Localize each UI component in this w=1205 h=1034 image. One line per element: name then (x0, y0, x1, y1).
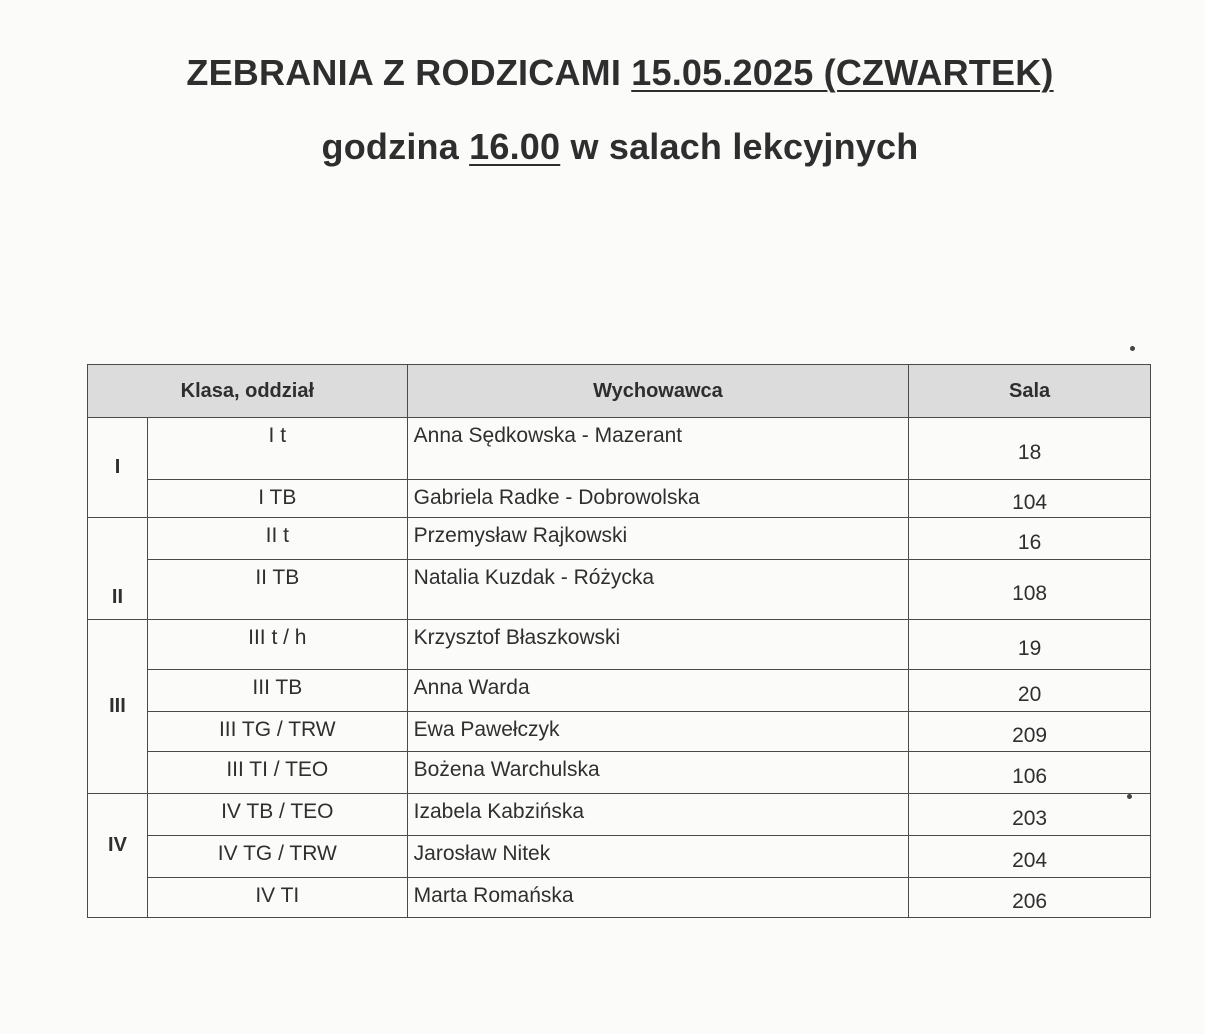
teacher-cell: Natalia Kuzdak - Różycka (407, 560, 909, 620)
meeting-time: 16.00 (469, 126, 561, 167)
class-cell: II t (147, 518, 407, 560)
table-row (88, 752, 1151, 794)
group-label: III (88, 620, 148, 794)
meeting-date: 15.05.2025 (CZWARTEK) (631, 52, 1054, 93)
room-cell: 16 (909, 518, 1151, 560)
table-row (88, 836, 1151, 878)
table-row (88, 518, 1151, 560)
teacher-cell: Krzysztof Błaszkowski (407, 620, 909, 670)
class-cell: IV TB / TEO (147, 794, 407, 836)
room-cell: 19 (909, 620, 1151, 670)
subtitle-suffix: w salach lekcyjnych (570, 126, 919, 167)
teacher-cell: Ewa Pawełczyk (407, 712, 909, 752)
header-room: Sala (909, 365, 1151, 418)
teacher-cell: Gabriela Radke - Dobrowolska (407, 480, 909, 518)
scan-speck (1130, 346, 1135, 351)
teacher-cell: Przemysław Rajkowski (407, 518, 909, 560)
page-subtitle (0, 126, 1205, 168)
table-row (88, 670, 1151, 712)
scan-speck (1127, 794, 1132, 799)
room-cell: 209 (909, 712, 1151, 752)
group-label: II (88, 518, 148, 620)
teacher-cell: Anna Warda (407, 670, 909, 712)
room-cell: 20 (909, 670, 1151, 712)
teacher-cell: Bożena Warchulska (407, 752, 909, 794)
room-cell: 204 (909, 836, 1151, 878)
schedule-table (87, 364, 1151, 918)
class-cell: II TB (147, 560, 407, 620)
teacher-cell: Marta Romańska (407, 878, 909, 918)
group-label: IV (88, 794, 148, 918)
table-row (88, 560, 1151, 620)
table-row (88, 794, 1151, 836)
class-cell: IV TI (147, 878, 407, 918)
room-cell: 106 (909, 752, 1151, 794)
table-row (88, 878, 1151, 918)
subtitle-prefix: godzina (321, 126, 459, 167)
class-cell: IV TG / TRW (147, 836, 407, 878)
room-cell: 18 (909, 418, 1151, 480)
class-cell: III TG / TRW (147, 712, 407, 752)
header-class: Klasa, oddział (88, 365, 408, 418)
class-cell: III TB (147, 670, 407, 712)
teacher-cell: Jarosław Nitek (407, 836, 909, 878)
teacher-cell: Izabela Kabzińska (407, 794, 909, 836)
teacher-cell: Anna Sędkowska - Mazerant (407, 418, 909, 480)
group-label: I (88, 418, 148, 518)
page-title (0, 52, 1205, 94)
room-cell: 206 (909, 878, 1151, 918)
header-teacher: Wychowawca (407, 365, 909, 418)
table-row (88, 620, 1151, 670)
class-cell: I TB (147, 480, 407, 518)
class-cell: I t (147, 418, 407, 480)
room-cell: 104 (909, 480, 1151, 518)
table-header-row (88, 365, 1151, 418)
room-cell: 108 (909, 560, 1151, 620)
table-row (88, 418, 1151, 480)
class-cell: III TI / TEO (147, 752, 407, 794)
class-cell: III t / h (147, 620, 407, 670)
table-row (88, 480, 1151, 518)
title-prefix: ZEBRANIA Z RODZICAMI (186, 52, 622, 93)
table-row (88, 712, 1151, 752)
room-cell: 203 (909, 794, 1151, 836)
